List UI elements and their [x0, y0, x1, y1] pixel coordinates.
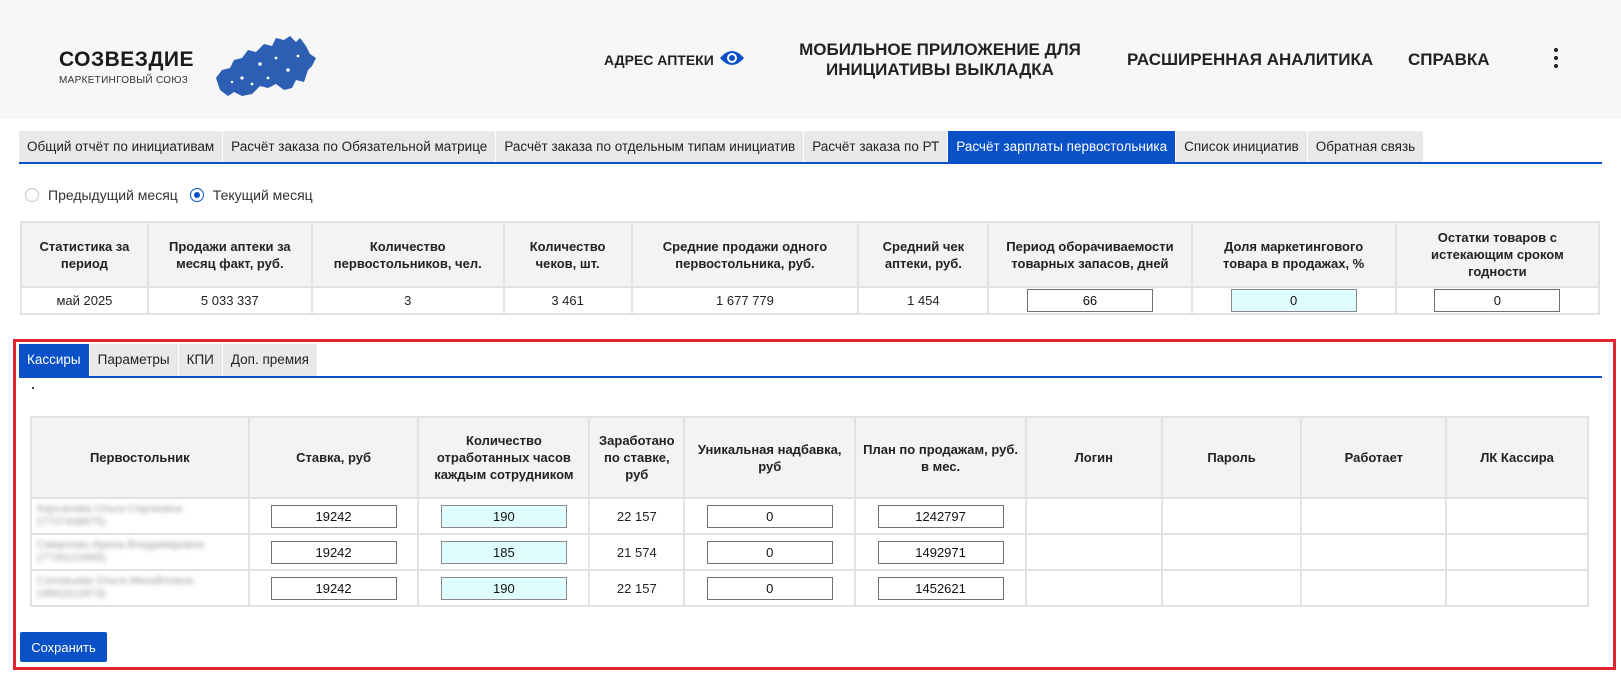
earned-value: 21 574: [589, 534, 684, 570]
rate-input[interactable]: 19242: [271, 505, 397, 528]
col-header: Пароль: [1162, 417, 1302, 498]
password-cell: [1162, 570, 1302, 606]
stats-expiring-cell: [1396, 287, 1599, 314]
employee-name-cell: [31, 570, 249, 606]
turnover-input[interactable]: 66: [1027, 289, 1153, 312]
hours-input[interactable]: 185: [441, 541, 567, 564]
bonus-cell: [684, 498, 855, 534]
plan-input[interactable]: 1492971: [878, 541, 1004, 564]
tab-rt-order[interactable]: Расчёт заказа по РТ: [804, 131, 948, 162]
col-header: Логин: [1026, 417, 1162, 498]
stats-header: Количество чеков, шт.: [504, 222, 632, 287]
hours-input[interactable]: 190: [441, 577, 567, 600]
mobile-app-line1: МОБИЛЬНОЕ ПРИЛОЖЕНИЕ ДЛЯ: [799, 40, 1081, 59]
rate-cell: [249, 534, 419, 570]
works-cell: [1301, 498, 1446, 534]
login-cell: [1026, 570, 1162, 606]
stats-header: Статистика за период: [21, 222, 148, 287]
tab-salary[interactable]: Расчёт зарплаты первостольника: [948, 131, 1176, 162]
tab-initiative-types[interactable]: Расчёт заказа по отдельным типам инициатив: [496, 131, 804, 162]
more-menu-icon[interactable]: [1552, 48, 1560, 72]
employee-name-cell: [31, 534, 249, 570]
radio-previous-month[interactable]: [25, 187, 178, 203]
hours-cell: [418, 534, 589, 570]
plan-cell: [855, 534, 1026, 570]
col-header: ЛК Кассира: [1446, 417, 1588, 498]
plan-cell: [855, 498, 1026, 534]
tab-feedback[interactable]: Обратная связь: [1308, 131, 1424, 162]
pharmacy-address-link[interactable]: АДРЕС АПТЕКИ: [604, 52, 714, 68]
stats-header-row: [21, 222, 1599, 287]
employee-name: Смирнова Ирина Владимировна (7739123468): [37, 539, 204, 564]
logo-title: СОЗВЕЗДИЕ: [59, 48, 195, 71]
stats-avg-check: 1 454: [858, 287, 988, 314]
col-header: Работает: [1301, 417, 1446, 498]
salary-tabs: [19, 344, 1602, 378]
bonus-input[interactable]: 0: [707, 577, 833, 600]
help-link[interactable]: СПРАВКА: [1408, 50, 1490, 69]
col-header: Заработано по ставке, руб: [589, 417, 684, 498]
russia-map-icon: [212, 34, 320, 100]
radio-previous-circle[interactable]: [25, 188, 39, 202]
mobile-app-line2: ИНИЦИАТИВЫ ВЫКЛАДКА: [826, 60, 1054, 79]
dot-marker: [32, 387, 34, 389]
mobile-app-link[interactable]: [795, 40, 1085, 80]
stats-header: Остатки товаров с истекающим сроком годности: [1396, 222, 1599, 287]
tab-extra-bonus[interactable]: Доп. премия: [223, 344, 318, 376]
rate-input[interactable]: 19242: [271, 541, 397, 564]
stats-header: Средние продажи одного первостольника, руб.: [632, 222, 859, 287]
tab-initiatives-list[interactable]: Список инициатив: [1176, 131, 1308, 162]
works-cell: [1301, 534, 1446, 570]
month-selector: [25, 187, 315, 203]
cashiers-table: [30, 416, 1589, 607]
earned-value: 22 157: [589, 498, 684, 534]
col-header: Ставка, руб: [249, 417, 419, 498]
save-button[interactable]: Сохранить: [20, 632, 107, 662]
tab-cashiers[interactable]: Кассиры: [19, 344, 90, 376]
stats-header: Количество первостольников, чел.: [312, 222, 504, 287]
tab-mandatory-matrix[interactable]: Расчёт заказа по Обязательной матрице: [223, 131, 496, 162]
rate-cell: [249, 498, 419, 534]
stats-share-cell: [1192, 287, 1396, 314]
stats-value-row: [21, 287, 1599, 314]
stats-header: Продажи аптеки за месяц факт, руб.: [148, 222, 312, 287]
rate-input[interactable]: 19242: [271, 577, 397, 600]
stats-avg-sales: 1 677 779: [632, 287, 859, 314]
report-tabs: [19, 131, 1602, 164]
stats-table: [20, 221, 1600, 315]
table-row: [31, 534, 1588, 570]
col-header: Количество отработанных часов каждым сотрудником: [418, 417, 589, 498]
col-header: План по продажам, руб. в мес.: [855, 417, 1026, 498]
tab-general-report[interactable]: Общий отчёт по инициативам: [19, 131, 223, 162]
tab-parameters[interactable]: Параметры: [90, 344, 179, 376]
logo[interactable]: [59, 48, 194, 86]
radio-current-label: Текущий месяц: [212, 187, 313, 203]
cashier-account-cell: [1446, 498, 1588, 534]
stats-period: май 2025: [21, 287, 148, 314]
cashiers-header-row: [31, 417, 1588, 498]
table-row: [31, 570, 1588, 606]
analytics-link[interactable]: РАСШИРЕННАЯ АНАЛИТИКА: [1127, 50, 1374, 69]
tab-kpi[interactable]: КПИ: [179, 344, 223, 376]
login-cell: [1026, 498, 1162, 534]
plan-input[interactable]: 1242797: [878, 505, 1004, 528]
works-cell: [1301, 570, 1446, 606]
marketing-share-input[interactable]: 0: [1231, 289, 1357, 312]
expiring-input[interactable]: 0: [1434, 289, 1560, 312]
col-header: Первостольник: [31, 417, 249, 498]
bonus-cell: [684, 534, 855, 570]
stats-checks: 3 461: [504, 287, 632, 314]
stats-count: 3: [312, 287, 504, 314]
stats-sales: 5 033 337: [148, 287, 312, 314]
cashier-account-cell: [1446, 534, 1588, 570]
plan-cell: [855, 570, 1026, 606]
login-cell: [1026, 534, 1162, 570]
radio-previous-label: Предыдущий месяц: [48, 187, 178, 203]
radio-current-month[interactable]: [190, 187, 313, 203]
hours-cell: [418, 570, 589, 606]
stats-turnover-cell: [988, 287, 1191, 314]
stats-header: Период оборачиваемости товарных запасов, дней: [988, 222, 1191, 287]
employee-name: Соловьева Ольга Михайловна (4891912873): [37, 575, 194, 600]
header: [0, 0, 1621, 119]
password-cell: [1162, 498, 1302, 534]
rate-cell: [249, 570, 419, 606]
earned-value: 22 157: [589, 570, 684, 606]
col-header: Уникальная надбавка, руб: [684, 417, 855, 498]
bonus-cell: [684, 570, 855, 606]
hours-input[interactable]: 190: [441, 505, 567, 528]
table-row: [31, 498, 1588, 534]
cashier-account-cell: [1446, 570, 1588, 606]
stats-header: Средний чек аптеки, руб.: [858, 222, 988, 287]
bonus-input[interactable]: 0: [707, 541, 833, 564]
employee-name: Кирсанова Ольга Сергеевна (7737408675): [37, 503, 183, 528]
stats-header: Доля маркетингового товара в продажах, %: [1192, 222, 1396, 287]
logo-subtitle: МАРКЕТИНГОВЫЙ СОЮЗ: [59, 75, 189, 86]
radio-current-circle[interactable]: [190, 188, 204, 202]
plan-input[interactable]: 1452621: [878, 577, 1004, 600]
password-cell: [1162, 534, 1302, 570]
eye-icon[interactable]: [718, 46, 746, 70]
employee-name-cell: [31, 498, 249, 534]
bonus-input[interactable]: 0: [707, 505, 833, 528]
hours-cell: [418, 498, 589, 534]
